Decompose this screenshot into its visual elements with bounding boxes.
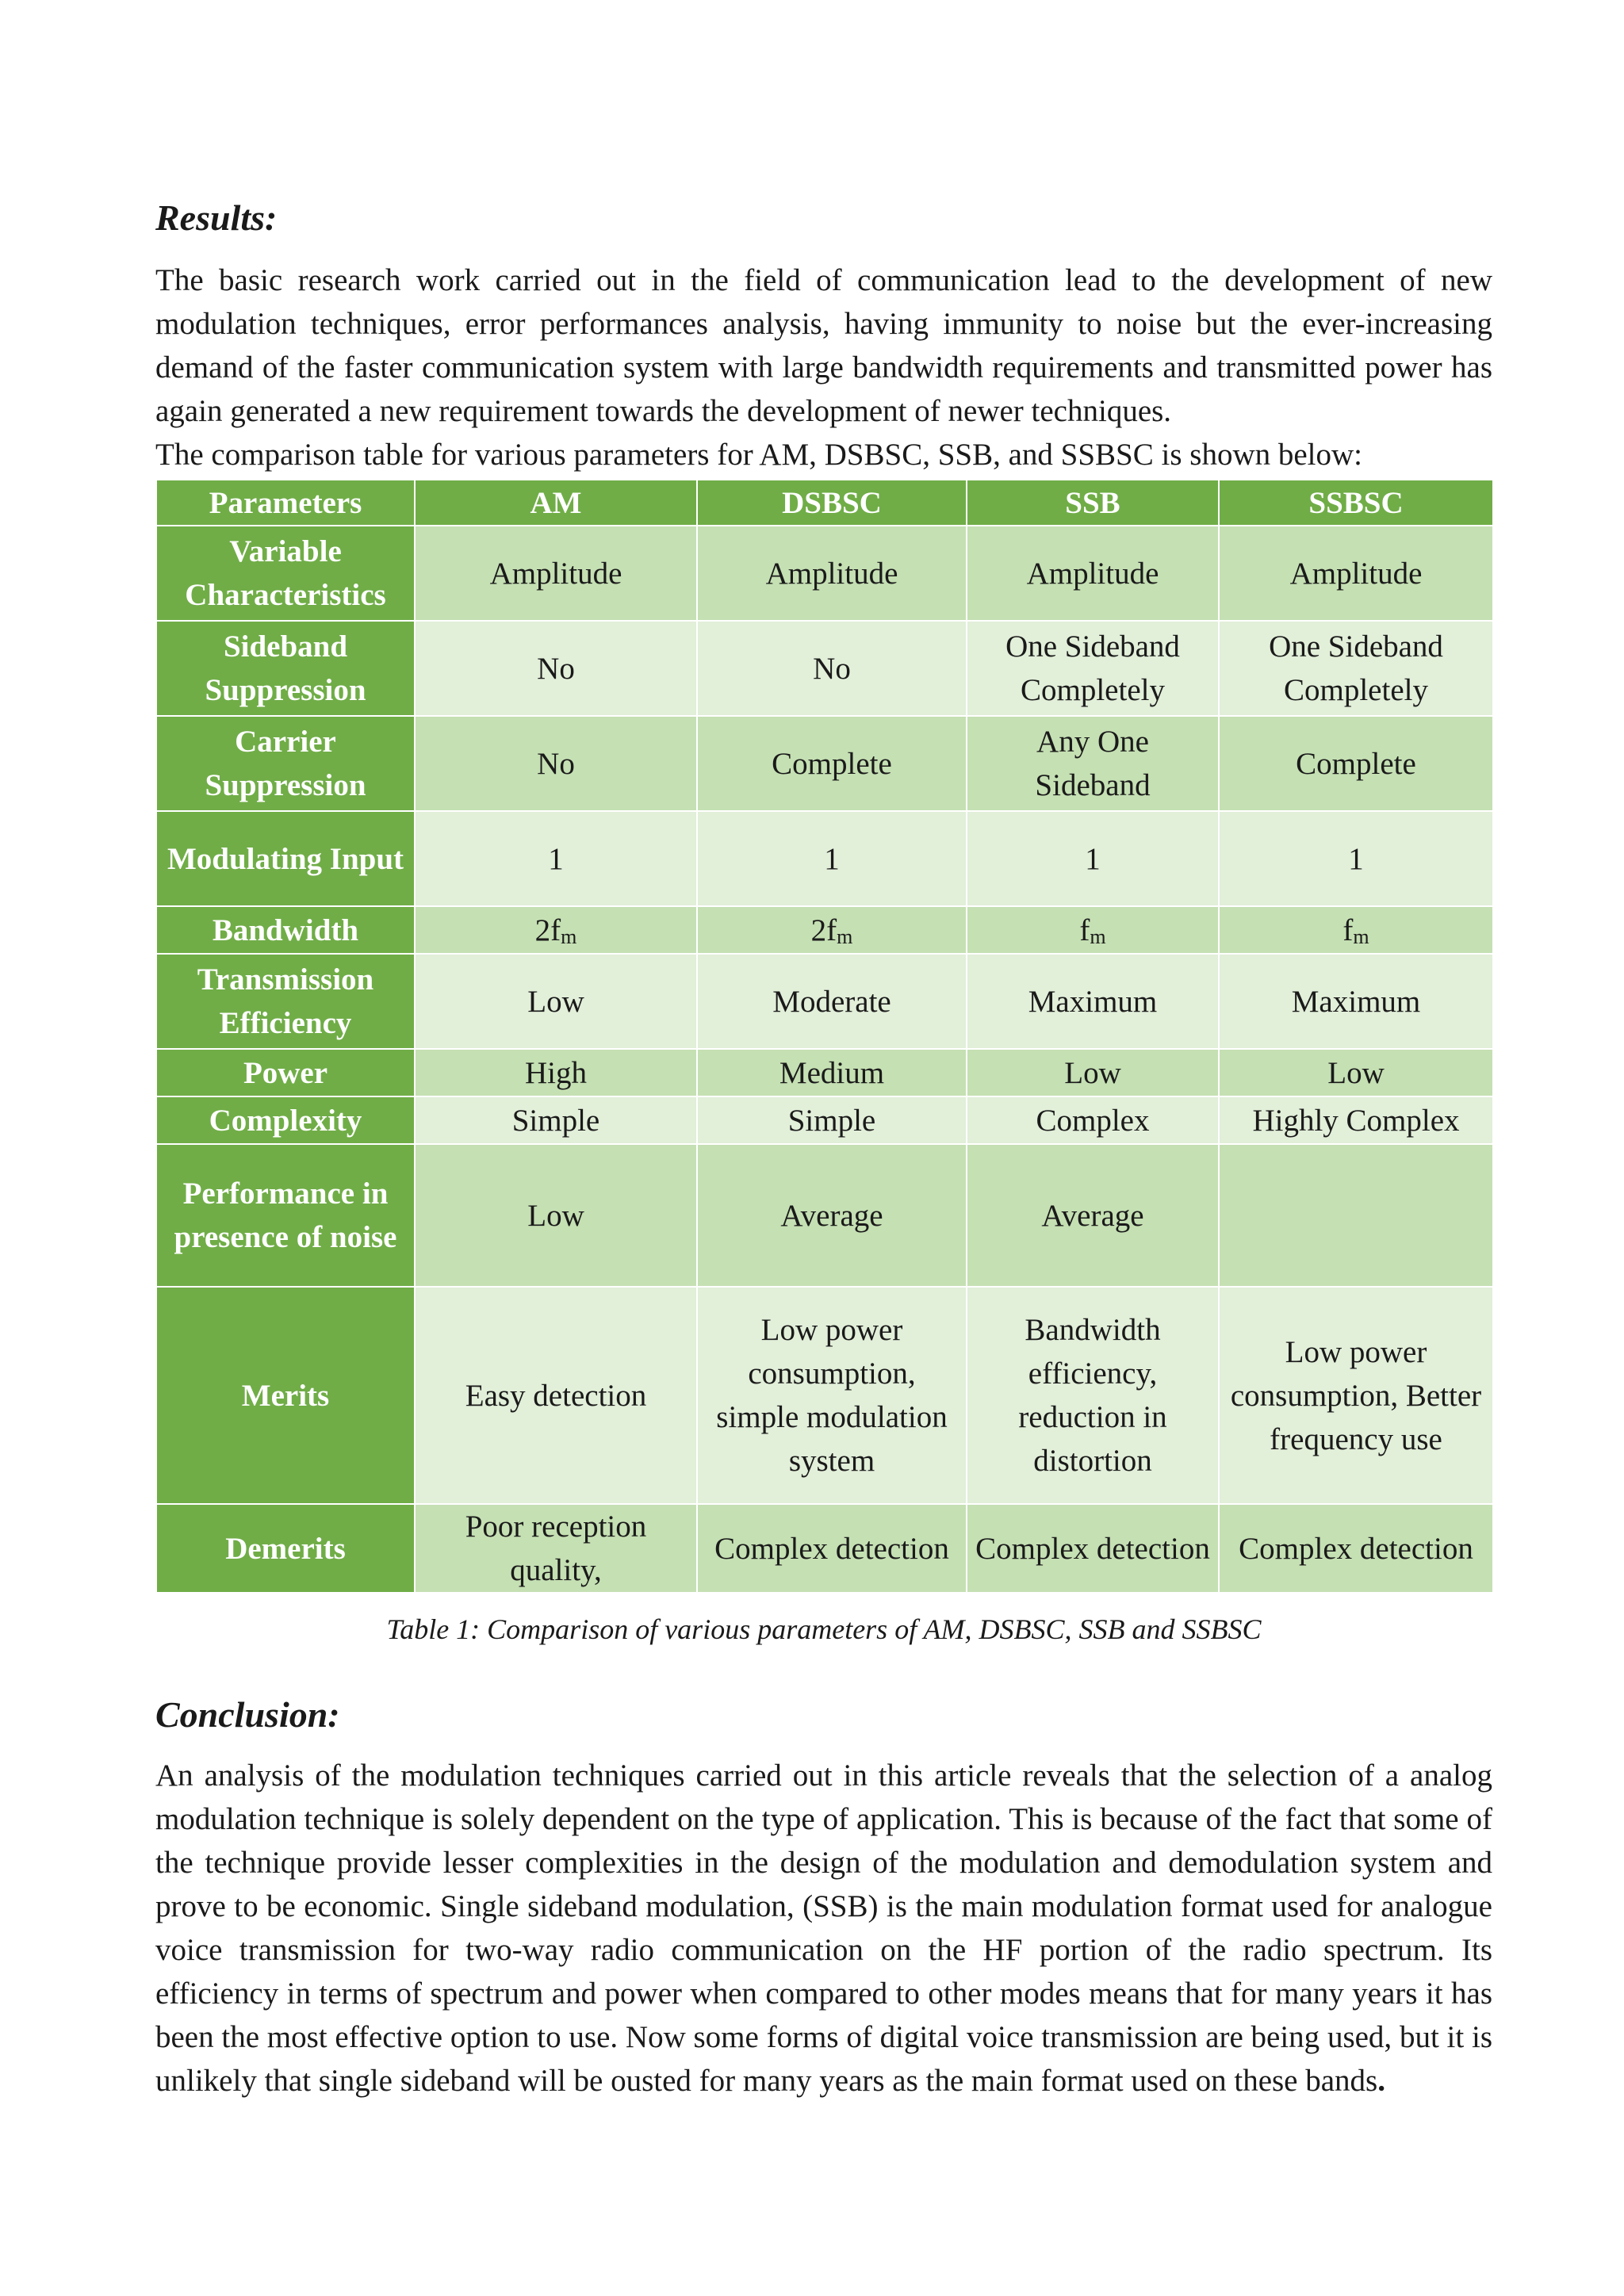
table-row: [156, 1096, 1493, 1144]
header-am: AM: [415, 480, 697, 526]
row-label: Modulating Input: [156, 811, 415, 906]
conclusion-paragraph: [155, 1754, 1492, 2103]
comparison-table: [155, 479, 1494, 1594]
table-cell: Complex detection: [697, 1504, 967, 1593]
cell-value: f: [1079, 913, 1090, 947]
table-row: [156, 1287, 1493, 1504]
table-cell: 1: [1219, 811, 1493, 906]
table-cell: Medium: [697, 1049, 967, 1096]
table-cell: Highly Complex: [1219, 1096, 1493, 1144]
table-cell: [1219, 1144, 1493, 1287]
cell-subscript: m: [1353, 924, 1369, 948]
table-cell: 1: [415, 811, 697, 906]
table-cell: Easy detection: [415, 1287, 697, 1504]
header-parameters: Parameters: [156, 480, 415, 526]
row-label: Variable Characteristics: [156, 526, 415, 621]
cell-subscript: m: [561, 924, 577, 948]
table-cell: Amplitude: [1219, 526, 1493, 621]
row-label: Merits: [156, 1287, 415, 1504]
header-ssb: SSB: [967, 480, 1219, 526]
table-row: [156, 621, 1493, 716]
table-cell: Amplitude: [967, 526, 1219, 621]
row-label: Power: [156, 1049, 415, 1096]
table-cell: Complex: [967, 1096, 1219, 1144]
row-label: Bandwidth: [156, 906, 415, 954]
table-cell: Amplitude: [697, 526, 967, 621]
row-label: Complexity: [156, 1096, 415, 1144]
results-paragraph: The basic research work carried out in the field of communication lead to the development of new modulation techniques, error performances analysis, having immunity to noise but the ever-increasing demand of the faster communication system with large bandwidth requirements and transmitted power has again generated a new requirement towards the development of newer techniques.: [155, 263, 1492, 428]
table-cell: Low power consumption, Better frequency use: [1219, 1287, 1493, 1504]
cell-value: 2f: [810, 913, 837, 947]
conclusion-heading: Conclusion:: [155, 1694, 340, 1735]
row-label: Sideband Suppression: [156, 621, 415, 716]
row-label: Transmission Efficiency: [156, 954, 415, 1049]
cell-value: f: [1342, 913, 1354, 947]
table-row: [156, 526, 1493, 621]
table-row: [156, 811, 1493, 906]
table-cell: [697, 906, 967, 954]
table-cell: Average: [697, 1144, 967, 1287]
table-row: [156, 1144, 1493, 1287]
table-cell: Complex detection: [1219, 1504, 1493, 1593]
table-cell: Low: [415, 954, 697, 1049]
table-cell: No: [415, 621, 697, 716]
table-cell: [415, 906, 697, 954]
table-cell: Low: [1219, 1049, 1493, 1096]
cell-subscript: m: [1090, 924, 1106, 948]
table-cell: [967, 906, 1219, 954]
table-cell: [1219, 906, 1493, 954]
table-cell: Low: [967, 1049, 1219, 1096]
table-header-row: [156, 480, 1493, 526]
table-cell: Moderate: [697, 954, 967, 1049]
results-heading: Results:: [155, 197, 278, 238]
row-label: Carrier Suppression: [156, 716, 415, 811]
table-intro-text: The comparison table for various parameters for AM, DSBSC, SSB, and SSBSC is shown below:: [155, 438, 1363, 472]
table-cell: Maximum: [967, 954, 1219, 1049]
table-cell: Maximum: [1219, 954, 1493, 1049]
table-row: [156, 1049, 1493, 1096]
table-cell: 1: [967, 811, 1219, 906]
table-cell: Complex detection: [967, 1504, 1219, 1593]
table-cell: Bandwidth efficiency, reduction in distortion: [967, 1287, 1219, 1504]
table-row: [156, 906, 1493, 954]
table-cell: Complete: [1219, 716, 1493, 811]
table-row: [156, 716, 1493, 811]
table-cell: Complete: [697, 716, 967, 811]
table-cell: No: [697, 621, 967, 716]
row-label: Demerits: [156, 1504, 415, 1593]
table-cell: Amplitude: [415, 526, 697, 621]
table-cell: Simple: [415, 1096, 697, 1144]
header-dsbsc: DSBSC: [697, 480, 967, 526]
table-cell: Simple: [697, 1096, 967, 1144]
cell-subscript: m: [837, 924, 853, 948]
table-cell: Average: [967, 1144, 1219, 1287]
table-cell: No: [415, 716, 697, 811]
table-cell: Low: [415, 1144, 697, 1287]
table-row: [156, 954, 1493, 1049]
header-ssbsc: SSBSC: [1219, 480, 1493, 526]
table-cell: High: [415, 1049, 697, 1096]
table-cell: One Sideband Completely: [967, 621, 1219, 716]
table-row: [156, 1504, 1493, 1593]
table-caption: Table 1: Comparison of various parameters of AM, DSBSC, SSB and SSBSC: [386, 1613, 1262, 1645]
conclusion-text: An analysis of the modulation techniques carried out in this article reveals that the selection of a analog modulation technique is solely dependent on the type of application. This is because of the fact that some of the technique provide lesser complexities in the design of the modulation and demodulation system and prove to be economic. Single sideband modulation, (SSB) is the main modulation format used for analogue voice transmission for two-way radio communication on the HF portion of the radio spectrum. Its efficiency in terms of spectrum and power when compared to other modes means that for many years it has been the most effective option to use. Now some forms of digital voice transmission are being used, but it is unlikely that single sideband will be ousted for many years as the main format used on these bands: [155, 1758, 1492, 2098]
table-cell: Low power consumption, simple modulation system: [697, 1287, 967, 1504]
table-cell: 1: [697, 811, 967, 906]
conclusion-final-mark: .: [1377, 2064, 1385, 2098]
row-label: Performance in presence of noise: [156, 1144, 415, 1287]
table-cell: Poor reception quality,: [415, 1504, 697, 1593]
table-cell: Any One Sideband: [967, 716, 1219, 811]
table-cell: One Sideband Completely: [1219, 621, 1493, 716]
cell-value: 2f: [534, 913, 561, 947]
